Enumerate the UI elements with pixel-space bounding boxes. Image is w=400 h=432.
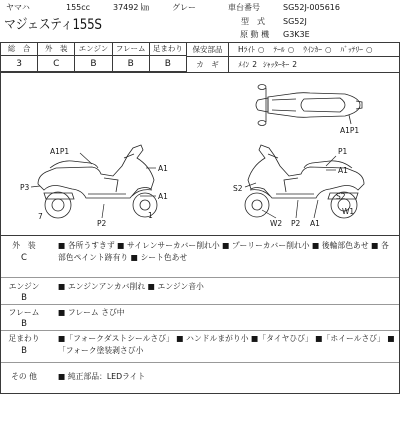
right-label-w2: W2 [270, 219, 283, 228]
right-label-s2-left: S2 [233, 184, 243, 193]
note-label-suspension: 足まわり [8, 334, 40, 343]
grade-label-overall: 総 合 [1, 42, 38, 56]
divider-frame [0, 330, 400, 331]
left-label-a1p1: A1P1 [50, 147, 70, 156]
left-label-p3: P3 [20, 183, 30, 192]
body-color: グレー [172, 3, 196, 12]
left-label-a1-lower: A1 [158, 192, 168, 201]
maker: ヤマハ [6, 3, 30, 12]
grade-value-overall: 3 [1, 56, 38, 72]
scooter-top-view [256, 85, 362, 126]
shutter-key-count: 2 [292, 60, 298, 69]
left-label-p2: P2 [97, 219, 107, 228]
note-label-engine: エンジン [8, 282, 40, 291]
keys-row [187, 57, 399, 72]
safety-parts-box [187, 42, 399, 72]
note-grade-engine: B [21, 293, 27, 303]
divider-notes-top [0, 235, 400, 236]
frame-number: SG52J-005616 [283, 3, 340, 12]
safety-parts-label: 保安部品 [187, 42, 229, 56]
divider-engine [0, 304, 400, 305]
frame-number-label: 車台番号 [228, 3, 260, 12]
note-grade-exterior: C [21, 253, 27, 263]
note-grade-frame: B [21, 319, 27, 329]
right-label-p2: P2 [291, 219, 301, 228]
note-text-engine: ■ エンジンアンカバ削れ ■ エンジン音小 [58, 282, 204, 291]
mileage: 37492 ㎞ [113, 3, 149, 12]
safety-parts-row [187, 42, 399, 57]
grade-label-suspension: 足まわり [150, 42, 187, 56]
right-label-p1: P1 [338, 147, 348, 156]
note-text-other: ■ 純正部品：LEDライト [58, 372, 146, 381]
shutter-key-label: ｼｬｯﾀｰｷｰ [263, 60, 290, 69]
safety-mark-battery: ○ [366, 44, 373, 54]
damage-diagram [0, 72, 400, 234]
displacement: 155cc [66, 3, 91, 12]
left-label-1: 1 [148, 211, 153, 220]
type-value: SG52J [283, 17, 307, 26]
engine-value: G3K3E [283, 30, 310, 39]
safety-item-winker: ｳｲﾝｶｰ [303, 44, 322, 54]
safety-item-headlight: Hﾗｲﾄ [238, 44, 255, 54]
top-label-a1p1: A1P1 [340, 126, 360, 135]
safety-item-tail: ﾃｰﾙ [273, 44, 285, 54]
note-text-exterior: ■ 各所うすきず ■ サイレンサーカバー削れ小 ■ プーリーカバー削れ小 ■ 後輪部色あせ ■ 各部色ペイント跡有り ■ シート色あせ [58, 241, 389, 262]
type-label: 型 式 [241, 17, 265, 26]
left-view-leaders [31, 153, 156, 218]
note-text-frame: ■ フレーム さび中 [58, 308, 125, 317]
grade-label-exterior: 外 装 [38, 42, 75, 56]
grade-value-suspension: B [150, 56, 187, 72]
border-left [0, 42, 1, 394]
grade-value-engine: B [75, 56, 112, 72]
divider-exterior [0, 277, 400, 278]
engine-label: 原 動 機 [240, 30, 270, 39]
main-key-label: ﾒｲﾝ [238, 60, 250, 69]
right-label-a1-lower: A1 [310, 219, 320, 228]
grade-label-frame: フレーム [113, 42, 150, 56]
right-label-a1-upper: A1 [338, 166, 348, 175]
note-label-frame: フレーム [8, 308, 40, 317]
right-label-w1: W1 [342, 207, 355, 216]
grade-value-frame: B [113, 56, 150, 72]
grade-value-exterior: C [38, 56, 75, 72]
left-label-7: 7 [38, 212, 43, 221]
keys-label: カ ギ [187, 57, 229, 72]
divider-suspension [0, 362, 400, 363]
safety-mark-tail: ○ [287, 44, 295, 54]
note-text-suspension: ■「フォークダストシールさび」 ■ ハンドルまがり小 ■「タイヤひび」 ■「ホイールさび」 ■「フォーク塗装剥さび小 [58, 334, 395, 355]
grade-label-engine: エンジン [75, 42, 112, 56]
safety-mark-winker: ○ [324, 44, 332, 54]
main-key-count: 2 [252, 60, 258, 69]
model-name: マジェスティ155S [4, 17, 102, 33]
right-label-s2-right: S2 [336, 192, 346, 201]
divider-notes-bottom [0, 393, 400, 394]
safety-mark-headlight: ○ [257, 44, 265, 54]
left-label-a1-upper: A1 [158, 164, 168, 173]
note-label-other: その 他 [11, 372, 37, 381]
right-view-leaders [245, 156, 336, 218]
safety-item-battery: ﾊﾞｯﾃﾘｰ [340, 44, 364, 54]
note-label-exterior: 外 装 [12, 241, 36, 250]
note-grade-suspension: B [21, 346, 27, 356]
grade-table [0, 42, 187, 72]
